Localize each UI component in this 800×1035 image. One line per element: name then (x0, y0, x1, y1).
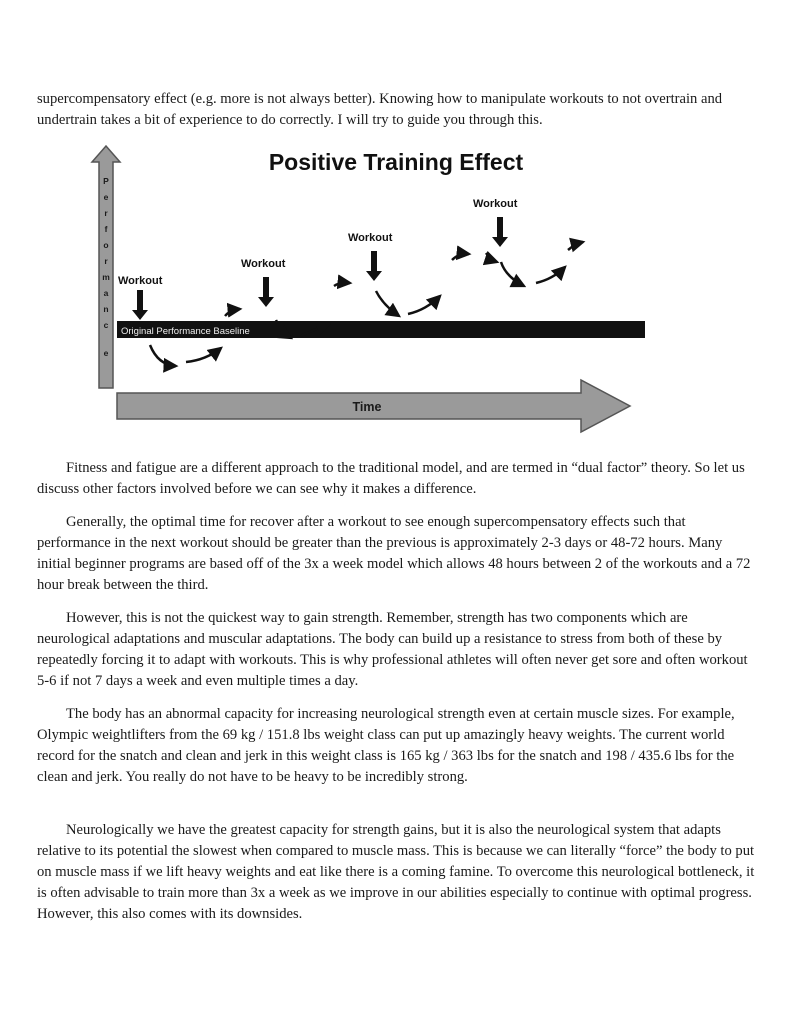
paragraph-5: Neurologically we have the greatest capacity for strength gains, but it is also the neurological system that adapts relative to its potential the slowest when compared to muscle mass. This is because we can literally “force” the body to put on muscle mass if we lift heavy weights and eat like there is a coming famine. To overcome this neurological bottleneck, it is often advisable to train more than 3x a week as we improve in our abilities especially to continue with optimal progress. However, this also comes with its downsides. (37, 822, 755, 922)
svg-text:r: r (104, 208, 108, 218)
baseline-label: Original Performance Baseline (121, 326, 250, 337)
paragraph-4: The body has an abnormal capacity for increasing neurological strength even at certain muscle sizes. For example, Olympic weightlifters from the 69 kg / 151.8 lbs weight class can put up amazingly heavy weights. The current world record for the snatch and clean and jerk in this weight class is 165 kg / 363 lbs for the snatch and 198 / 435.6 lbs for the clean and jerk. You really do not have to be heavy to be incredibly strong. (37, 706, 735, 785)
paragraph-2: Generally, the optimal time for recover after a workout to see enough supercompensatory effects such that performance in the next workout should be greater than the previous is approximately 2-3 days or 48-72 hours. Many initial beginner programs are based off of the 3x a week model which allows 48 hours between 2 of the workouts and a 72 hour break between the third. (37, 514, 751, 593)
training-effect-diagram (88, 140, 648, 440)
supercompensation-curves (150, 242, 583, 366)
svg-text:r: r (104, 256, 108, 266)
workout-arrow-1 (132, 290, 148, 320)
figure-title: Positive Training Effect (268, 149, 524, 175)
svg-text:n: n (103, 304, 109, 314)
svg-text:f: f (104, 224, 108, 234)
x-axis-label: Time (352, 400, 382, 414)
paragraph-3: However, this is not the quickest way to gain strength. Remember, strength has two components which are neurological adaptations and muscular adaptations. The body can build up a resistance to stress from both of these by repeatedly forcing it to adapt with workouts. This is why professional athletes will often never get sore and often workout 5-6 if not 7 days a week and even multiple times a day. (37, 610, 748, 689)
workout-arrow-3 (366, 251, 382, 281)
svg-text:a: a (103, 288, 109, 298)
workout-arrows (132, 217, 508, 320)
workout-label-2: Workout (241, 258, 286, 270)
svg-text:P: P (103, 176, 109, 186)
workout-arrow-2 (258, 277, 274, 307)
paragraph-1: Fitness and fatigue are a different approach to the traditional model, and are termed in “dual factor” theory. So let us discuss other factors involved before we can see why it makes a difference. (37, 460, 745, 497)
svg-text:o: o (103, 240, 109, 250)
workout-label-1: Workout (118, 275, 163, 287)
intro-paragraph: supercompensatory effect (e.g. more is not always better). Knowing how to manipulate workouts to not overtrain and undertrain takes a bit of experience to do correctly. I will try to guide you through this. (37, 91, 723, 128)
workout-label-4: Workout (473, 198, 518, 210)
training-effect-figure (88, 140, 648, 440)
svg-text:e: e (103, 192, 109, 202)
svg-text:m: m (102, 272, 110, 282)
svg-text:e: e (103, 348, 109, 358)
workout-arrow-4 (492, 217, 508, 247)
workout-label-3: Workout (348, 232, 393, 244)
svg-text:c: c (103, 320, 109, 330)
